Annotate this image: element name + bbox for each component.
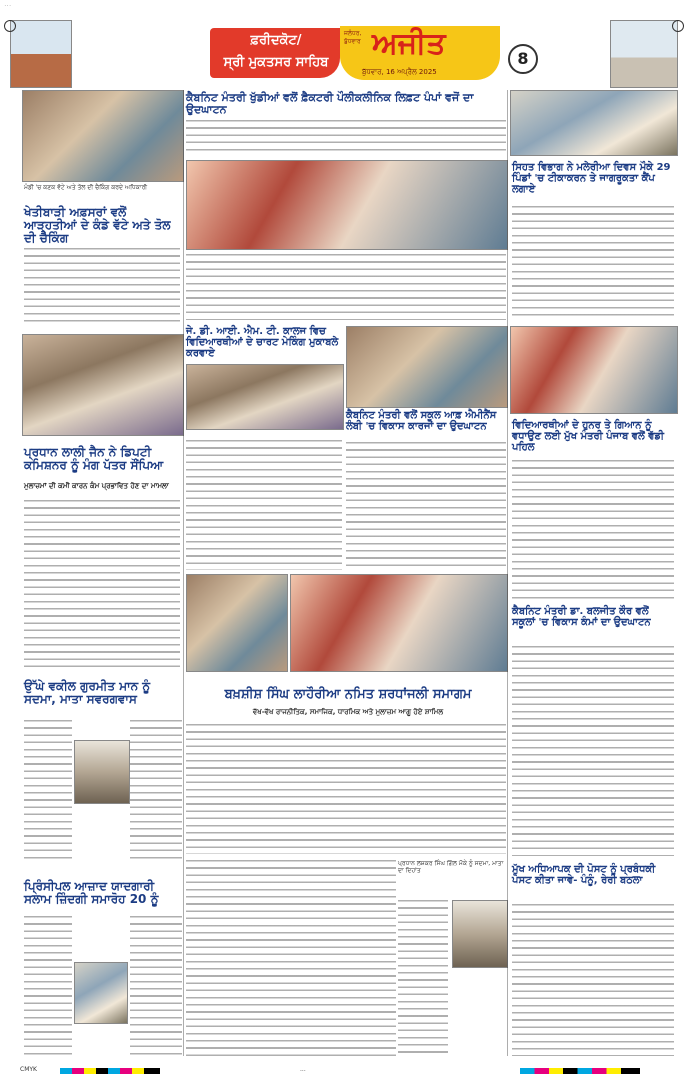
story-3-photo [510, 90, 678, 156]
story-6-subhead: ਮੁਲਾਜ਼ਮਾਂ ਦੀ ਕਮੀ ਕਾਰਨ ਕੰਮ ਪ੍ਰਭਾਵਿਤ ਹੋਣ ਦਾ ਮਾਮਲਾ [24, 482, 169, 490]
story-3-headline: ਸਿਹਤ ਵਿਭਾਗ ਨੇ ਮਲੇਰੀਆ ਦਿਵਸ ਮੌਕੇ 29 ਪਿੰਡਾਂ 'ਚ ਟੀਕਾਕਰਨ ਤੇ ਜਾਗਰੂਕਤਾ ਕੈਂਪ ਲਗਾਏ [512, 162, 671, 195]
story-6-body [24, 500, 180, 670]
story-10-headline: ਬਖ਼ਸ਼ੀਸ਼ ਸਿੰਘ ਲਾਹੌਰੀਆ ਨਮਿਤ ਸ਼ਰਧਾਂਜਲੀ ਸਮਾਗਮ [224, 687, 472, 702]
story-9-body-b [130, 720, 182, 860]
footer-colorbar-left [60, 1068, 160, 1074]
story-2-body-b [186, 254, 506, 320]
story-4-headline: ਜੇ. ਡੀ. ਆਈ. ਐਮ. ਟੀ. ਕਾਲਜ ਵਿਚ ਵਿਦਿਆਰਥੀਆਂ ਦੇ ਚਾਰਟ ਮੇਕਿੰਗ ਮੁਕਾਬਲੇ ਕਰਵਾਏ [186, 326, 339, 359]
footer-slug: ... [300, 1066, 306, 1073]
masthead-left-photo [10, 20, 72, 88]
masthead [0, 12, 687, 90]
story-8-body [512, 646, 674, 856]
story-9-headline: ਉੱਘੇ ਵਕੀਲ ਗੁਰਮੀਤ ਮਾਨ ਨੂੰ ਸਦਮਾ, ਮਾਤਾ ਸਵਰਗਵਾਸ [24, 679, 151, 707]
story-13-body-b [398, 900, 448, 1056]
story-10-subhead: ਵੱਖ-ਵੱਖ ਰਾਜਨੀਤਿਕ, ਸਮਾਜਿਕ, ਧਾਰਮਿਕ ਅਤੇ ਮੁਲਾਜ਼ਮ ਆਗੂ ਹੋਏ ਸ਼ਾਮਿਲ [252, 708, 444, 716]
story-9-portrait [74, 740, 130, 804]
story-8-headline: ਕੈਬਨਿਟ ਮੰਤਰੀ ਡਾ. ਬਲਜੀਤ ਕੌਰ ਵਲੋਂ ਸਕੂਲਾਂ 'ਚ ਵਿਕਾਸ ਕੰਮਾਂ ਦਾ ਉਦਘਾਟਨ [512, 606, 651, 628]
story-6-headline: ਪ੍ਰਧਾਨ ਲਾਲੀ ਜੈਨ ਨੇ ਡਿਪਟੀ ਕਮਿਸ਼ਨਰ ਨੂੰ ਮੰਗ ਪੱਤਰ ਸੌਂਪਿਆ [24, 445, 164, 473]
story-12-body [512, 904, 674, 1056]
story-10-photo-group [290, 574, 508, 672]
masthead-right-photo [610, 20, 678, 88]
story-7-body [512, 460, 674, 600]
story-10-body [186, 724, 506, 854]
story-9-body-a [24, 720, 72, 860]
story-6-photo [22, 334, 184, 436]
issue-date: ਬੁੱਧਵਾਰ, 16 ਅਪ੍ਰੈਲ 2025 [362, 68, 437, 76]
story-3-body [512, 206, 674, 316]
story-11-body-a [24, 916, 72, 1056]
footer-colorbar-right [520, 1068, 640, 1074]
story-2-body [186, 120, 506, 156]
story-5-body [346, 442, 506, 570]
story-13-caption: ਪ੍ਰਧਾਨ ਲਸ਼ਕਰ ਸਿੰਘ ਗਿੱਲ ਮੌਕੇ ਨੂੰ ਸਦਮਾ, ਮਾਤਾ ਦਾ ਦਿਹਾਂਤ [398, 860, 504, 874]
story-1-photo [22, 90, 184, 182]
story-7-headline: ਵਿਦਿਆਰਥੀਆਂ ਦੇ ਹੁਨਰ ਤੇ ਗਿਆਨ ਨੂੰ ਵਧਾਉਣ ਲਈ ਮੁੱਖ ਮੰਤਰੀ ਪੰਜਾਬ ਵਲੋਂ ਵੱਡੀ ਪਹਿਲ [512, 420, 665, 453]
registration-mark [4, 20, 16, 32]
brand-tag: ਜਲੰਧਰ, ਬੁੱਧਵਾਰ [344, 30, 362, 45]
column-rule [507, 90, 508, 1056]
story-4-photo [186, 364, 344, 430]
story-11-headline: ਪ੍ਰਿੰਸੀਪਲ ਆਜ਼ਾਦ ਯਾਦਗਾਰੀ ਸਲਾਮ ਜ਼ਿੰਦਗੀ ਸਮਾਰੋਹ 20 ਨੂੰ [24, 879, 159, 907]
story-11-body-b [130, 916, 182, 1056]
page-number: 8 [508, 44, 538, 74]
print-slug: ... [4, 2, 12, 7]
footer-color-mark: CMYK [20, 1066, 37, 1073]
story-1-headline: ਖੇਤੀਬਾੜੀ ਅਫ਼ਸਰਾਂ ਵਲੋਂ ਆੜ੍ਹਤੀਆਂ ਦੇ ਕੰਡੇ ਵੱਟੇ ਅਤੇ ਤੋਲ ਦੀ ਚੈਕਿੰਗ [24, 205, 171, 246]
story-4-body [186, 440, 342, 570]
story-5-photo [346, 326, 508, 408]
story-13-portrait [452, 900, 508, 968]
story-10-photo-portraits [186, 574, 288, 672]
story-5-headline: ਕੈਬਨਿਟ ਮੰਤਰੀ ਵਲੋਂ ਸਕੂਲ ਆਫ਼ ਐਮੀਨੈਂਸ ਲੰਬੀ 'ਚ ਵਿਕਾਸ ਕਾਰਜਾਂ ਦਾ ਉਦਘਾਟਨ [346, 410, 497, 432]
story-1-caption: ਮੰਡੀ 'ਚ ਕਣਕ ਵੱਟੇ ਅਤੇ ਤੋਲ ਦੀ ਚੈਕਿੰਗ ਕਰਦੇ ਅਧਿਕਾਰੀ [24, 184, 148, 191]
story-2-photo [186, 160, 508, 250]
brand-logo: ਅਜੀਤ [372, 26, 446, 61]
registration-mark [672, 20, 684, 32]
edition-name: ਫ਼ਰੀਦਕੋਟ/ ਸ੍ਰੀ ਮੁਕਤਸਰ ਸਾਹਿਬ [223, 33, 329, 70]
story-11-portrait [74, 962, 128, 1024]
story-1-body [24, 248, 180, 326]
story-13-body [186, 860, 396, 1056]
story-7-photo [510, 326, 678, 414]
story-2-headline: ਕੈਬਨਿਟ ਮੰਤਰੀ ਖੁੱਡੀਆਂ ਵਲੋਂ ਫ਼ੈਕਟਰੀ ਪੌਲੀਕਲੀਨਿਕ ਲਿਫ਼ਟ ਪੰਪਾਂ ਵਜੋਂ ਦਾ ਉਦਘਾਟਨ [186, 91, 474, 117]
story-12-headline: ਮੁੱਖ ਅਧਿਆਪਕ ਦੀ ਪੋਸਟ ਨੂੰ ਪ੍ਰਬੰਧਕੀ ਪੋਸਟ ਕੀਤਾ ਜਾਵੇ- ਪੰਨੂੰ, ਰੇਰੀ ਬਠਲਾ [512, 864, 656, 886]
column-rule [183, 90, 184, 1056]
